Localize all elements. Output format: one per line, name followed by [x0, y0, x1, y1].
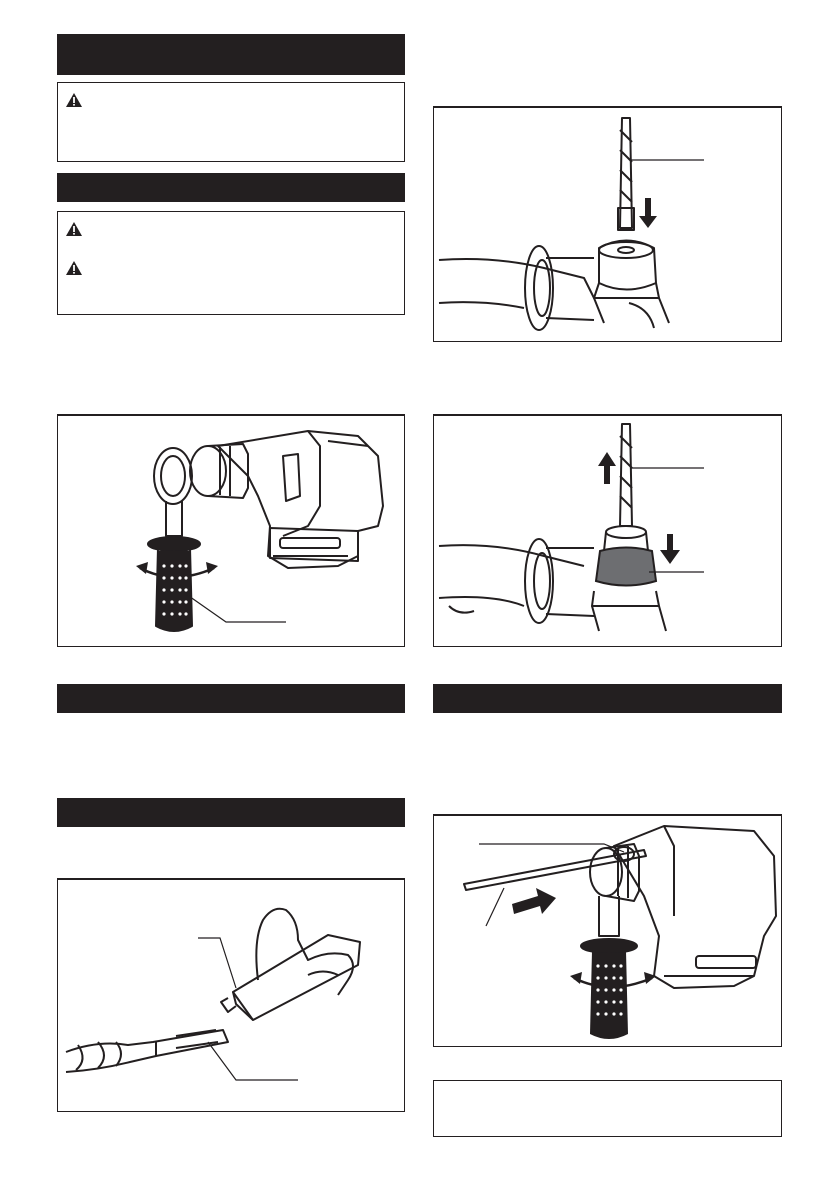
section-heading-bar-4 [57, 798, 405, 827]
section-heading-bar-3 [57, 684, 405, 713]
bit-shank-grease-figure [57, 878, 405, 1112]
warning-triangle-icon [65, 92, 83, 108]
bit-insertion-figure [433, 106, 782, 342]
warning-triangle-icon [65, 260, 83, 276]
warning-box-1 [57, 82, 405, 162]
note-box [433, 1080, 782, 1137]
bit-removal-figure [433, 414, 782, 647]
warning-triangle-icon [65, 221, 83, 237]
depth-gauge-figure [433, 814, 782, 1047]
side-grip-rotation-figure [57, 414, 405, 647]
section-heading-bar-2 [57, 173, 405, 202]
section-heading-bar-5 [433, 684, 782, 713]
section-heading-bar-1 [57, 34, 405, 75]
warning-box-2 [57, 211, 405, 315]
